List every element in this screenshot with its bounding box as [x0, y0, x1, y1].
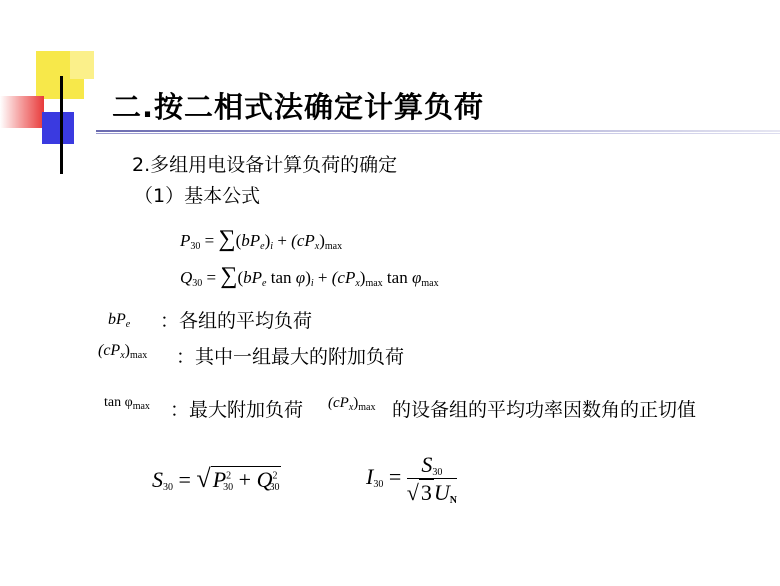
definition-cpx-close: ) [124, 342, 130, 359]
formula-p30-cp: (cP [291, 231, 315, 250]
formula-q30-max: max [365, 278, 383, 289]
formula-q30-tan: tan [270, 268, 292, 287]
definition-bpe-sub: e [125, 319, 131, 330]
formula-i30-s-sub: 30 [432, 467, 443, 478]
formula-p30-lhs-sub: 30 [190, 241, 201, 252]
definition-cpx-symbol [98, 342, 147, 361]
definition-tanphi-max: max [132, 401, 150, 412]
formula-s30-equals: = [178, 467, 191, 492]
subsection-heading: （1）基本公式 [134, 185, 261, 207]
formula-i30-u: U [433, 480, 450, 505]
formula-p30-bp-sub: e [260, 241, 265, 252]
formula-q30-i: i [310, 278, 314, 289]
section-heading: 2.多组用电设备计算负荷的确定 [132, 154, 398, 176]
formula-i30-fraction [407, 452, 457, 506]
formula-i30-denominator [407, 479, 457, 506]
formula-q30-bp: bP [243, 268, 263, 287]
definition-tanphi-text-b: 的设备组的平均功率因数角的正切值 [392, 399, 697, 421]
formula-q30-sum: ∑ [220, 263, 238, 289]
definition-bpe-symbol [108, 311, 130, 330]
formula-s30-p-sub: 30 [223, 482, 234, 493]
formula-s30-q-sub: 30 [269, 482, 280, 493]
formula-q30-close: ) [359, 268, 366, 287]
definition-tanphi-base: tan φ [104, 395, 133, 410]
decor-blue-square [42, 112, 74, 144]
formula-i30-lhs-sub: 30 [373, 479, 384, 491]
formula-q30-bp-sub: e [262, 278, 267, 289]
definition-tanphi-symbol [104, 395, 150, 412]
formula-q30-tan2: tan [386, 268, 408, 287]
slide-title: 二.按二相式法确定计算负荷 [112, 90, 485, 124]
formula-p30-cp-sub: x [314, 241, 320, 252]
definition-tanphi-inline-cpx [328, 395, 376, 413]
formula-i30-equals: = [388, 464, 402, 490]
decor-yellow-square-light [70, 51, 94, 79]
definition-tanphi-text-a: ：最大附加负荷 [170, 399, 304, 421]
formula-s30 [152, 464, 281, 494]
formula-q30-cp-sub: x [355, 278, 360, 289]
formula-i30-lhs: I [366, 464, 374, 490]
formula-i30-numerator [407, 452, 457, 479]
definition-bpe-base: bP [108, 311, 126, 328]
formula-p30-close: ) [319, 231, 325, 250]
formula-q30-lhs-sub: 30 [192, 278, 203, 289]
definition-cpx-base: (cP [98, 342, 121, 359]
decor-vertical-line [60, 76, 63, 174]
definition-inline-cpx-sub: x [348, 402, 354, 413]
formula-p30-plus: + [277, 231, 287, 250]
formula-s30-q-sq: 2 [272, 470, 278, 482]
formula-q30-equals: = [206, 268, 217, 287]
formula-s30-lhs-sub: 30 [163, 482, 173, 493]
formula-s30-p: P [212, 467, 227, 492]
formula-q30-phi: φ [295, 268, 306, 287]
formula-p30-bp: bP [241, 231, 261, 250]
definition-inline-cpx-max: max [358, 402, 376, 413]
formula-i30-s: S [421, 452, 433, 477]
definition-cpx-text: ：其中一组最大的附加负荷 [176, 346, 405, 368]
decor-red-gradient-bar [0, 96, 44, 128]
formula-i30-u-sub: N [449, 495, 457, 506]
formula-q30: $Q_{30} = \sum(bP_e$ $\tan \varphi)_i + (cP_x)_{max}$ $\tan \varphi_{max}$ [180, 263, 439, 289]
formula-p30-sum: ∑ [218, 226, 236, 252]
formula-q30-phi2: φ [411, 268, 422, 287]
formula-p30-equals: = [204, 231, 215, 250]
formula-s30-lhs: S [152, 467, 163, 492]
formula-s30-q: Q [256, 467, 273, 492]
formula-i30-radical: √ [406, 480, 419, 505]
definition-cpx-max: max [129, 350, 148, 361]
title-underline-thin [96, 133, 780, 134]
formula-p30-lhs: P [180, 231, 191, 250]
formula-q30-max2: max [421, 278, 439, 289]
formula-q30-cp: (cP [331, 268, 356, 287]
formula-q30-plus: + [317, 268, 328, 287]
formula-p30: $P_{30} = \sum(bP_e)_i + (cP_x)_{max}$ [180, 226, 343, 252]
formula-s30-radicand [211, 466, 282, 493]
formula-q30-lhs: Q [180, 268, 193, 287]
definition-inline-cpx-base: (cP [328, 395, 349, 411]
formula-s30-plus: + [238, 467, 252, 492]
formula-i30-sqrt3: 3 [420, 480, 432, 505]
formula-p30-max: max [324, 241, 343, 252]
formula-s30-radical: √ [196, 464, 211, 493]
definition-cpx-sub: x [120, 350, 125, 361]
formula-p30-i: i [270, 241, 274, 252]
definition-bpe-text: ：各组的平均负荷 [160, 310, 313, 332]
formula-s30-p-sq: 2 [226, 470, 232, 482]
definition-inline-cpx-close: ) [353, 395, 359, 411]
title-underline [96, 130, 780, 132]
formula-i30 [366, 452, 457, 506]
